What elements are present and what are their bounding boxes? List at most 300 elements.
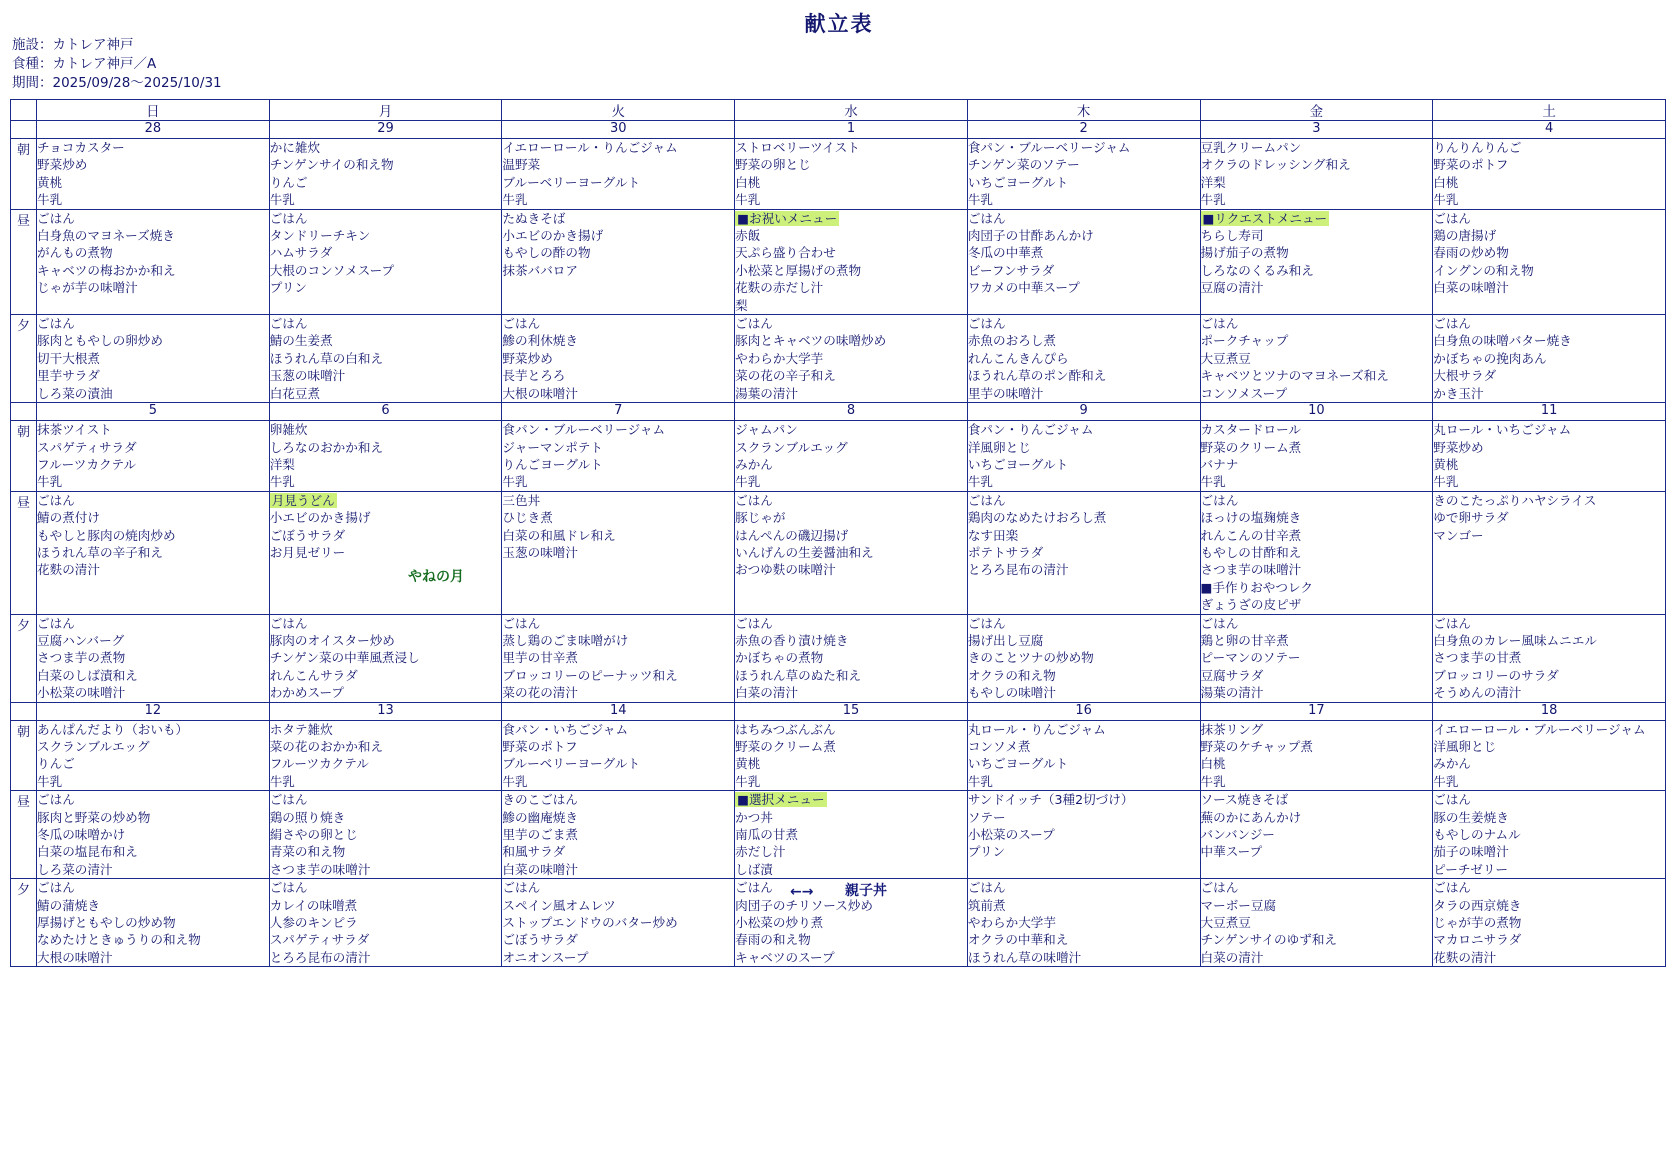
menu-item: もやしの甘酢和え (1200, 544, 1302, 560)
menu-item: タンドリーチキン (269, 228, 371, 244)
menu-item: ストロベリーツイスト (735, 140, 860, 155)
menu-item: スペイン風オムレツ (502, 897, 616, 913)
menu-cell (1200, 209, 1433, 314)
menu-cell (502, 209, 735, 314)
menu-item: 温野菜 (502, 157, 541, 173)
menu-item: 絹さやの卵とじ (269, 827, 358, 843)
menu-cell (269, 315, 502, 403)
menu-cell (502, 491, 735, 614)
menu-cell (735, 209, 968, 314)
menu-item: りんご (269, 174, 308, 190)
menu-item: 花麩の清汁 (37, 562, 100, 578)
menu-item: 牛乳 (967, 192, 993, 208)
menu-item: 玉葱の味噌汁 (502, 544, 578, 560)
handwritten-note: 親子丼 (845, 883, 887, 899)
menu-item: 中華スープ (1200, 844, 1263, 860)
menu-cell (967, 614, 1200, 702)
menu-item: 野菜炒め (502, 350, 553, 366)
menu-cell (502, 421, 735, 492)
menu-item: ごはん (37, 792, 75, 808)
menu-item: 牛乳 (1433, 192, 1459, 208)
menu-cell (1433, 879, 1666, 967)
meal-row-dinner (11, 879, 1666, 967)
menu-item: 牛乳 (37, 192, 63, 208)
menu-item: 玉葱の味噌汁 (269, 368, 346, 384)
menu-item: ホタテ雑炊 (269, 721, 333, 737)
menu-item: きのこごはん (502, 792, 578, 808)
menu-item: ブロッコリーのサラダ (1433, 667, 1559, 683)
menu-item: さつま芋の味噌汁 (1200, 562, 1302, 578)
menu-cell (735, 879, 968, 967)
menu-item: たぬきそば (502, 210, 566, 226)
menu-item: スパゲティサラダ (269, 932, 370, 948)
menu-item: 花麩の清汁 (1433, 949, 1497, 965)
menu-cell (502, 614, 735, 702)
menu-item: 黄桃 (37, 174, 63, 190)
menu-item: 天ぷら盛り合わせ (735, 245, 836, 261)
menu-item: 小松菜と厚揚げの煮物 (735, 262, 862, 278)
menu-item: ごはん (269, 792, 308, 808)
menu-item: ブロッコリーのピーナッツ和え (502, 667, 678, 683)
menu-item: なめたけときゅうりの和え物 (37, 932, 201, 948)
menu-item: 里芋の甘辛煮 (502, 650, 578, 666)
menu-item: やわらか大学芋 (967, 915, 1056, 931)
menu-cell (967, 879, 1200, 967)
meal-row-morning (11, 139, 1666, 210)
menu-item: ごはん (1200, 880, 1239, 896)
menu-item: 菜の花の辛子和え (735, 368, 836, 384)
menu-item: 菜の花の清汁 (502, 685, 578, 701)
menu-item: お月見ゼリー (269, 544, 346, 560)
menu-item: じゃが芋の煮物 (1433, 915, 1522, 931)
menu-item: プリン (967, 844, 1006, 860)
menu-item: 牛乳 (735, 773, 761, 789)
menu-item: 鶏の照り焼き (269, 809, 346, 825)
menu-item: 小松菜のスープ (967, 827, 1055, 843)
menu-cell (735, 139, 968, 210)
menu-item: 牛乳 (269, 474, 295, 490)
menu-item: チンゲン菜のソテー (967, 157, 1080, 173)
menu-item: 白菜の清汁 (735, 685, 799, 701)
menu-item: もやしの味噌汁 (967, 685, 1056, 701)
menu-item: プリン (269, 280, 307, 296)
menu-item: 蒸し鶏のごま味噌がけ (502, 632, 629, 648)
menu-cell (37, 491, 270, 614)
menu-cell (269, 720, 502, 791)
menu-item: ごはん (269, 210, 308, 226)
menu-item: れんこんきんぴら (967, 350, 1069, 366)
menu-item: 卵雑炊 (269, 422, 308, 438)
menu-item: ごはん (269, 880, 308, 896)
menu-item: いちごヨーグルト (967, 174, 1069, 190)
menu-item: ごはん (502, 615, 541, 631)
meal-label-lunch: 昼 (11, 209, 37, 314)
date-cell: 14 (502, 702, 735, 720)
menu-item: れんこんサラダ (269, 667, 358, 683)
menu-item: 丸ロール・いちごジャム (1433, 422, 1572, 438)
menu-item: ワカメの中華スープ (967, 280, 1080, 296)
menu-item: 白桃 (1200, 756, 1226, 772)
menu-item: 野菜のクリーム煮 (1200, 439, 1302, 455)
menu-item: 洋風卵とじ (1433, 739, 1497, 754)
menu-item: バンバンジー (1200, 827, 1275, 843)
menu-item: ゆで卵サラダ (1433, 510, 1509, 526)
menu-item: ピーマンのソテー (1200, 650, 1301, 666)
menu-cell (1433, 209, 1666, 314)
menu-item: ごはん (502, 316, 541, 332)
menu-item: ほうれん草の辛子和え (37, 544, 163, 560)
menu-item: ごはん (37, 880, 75, 896)
menu-item: ごはん (37, 492, 75, 508)
menu-item: 蕪のかにあんかけ (1200, 809, 1302, 825)
menu-item: 白桃 (1433, 174, 1459, 190)
menu-item: やわらか大学芋 (735, 350, 824, 366)
menu-item: ごはん (502, 880, 541, 896)
meal-row-lunch (11, 791, 1666, 879)
meal-row-dinner (11, 614, 1666, 702)
menu-item: ポークチャップ (1200, 333, 1289, 349)
menu-item: ジャーマンポテト (502, 439, 603, 455)
menu-item: 三色丼 (502, 492, 541, 508)
menu-item: ピーチゼリー (1433, 861, 1509, 877)
menu-item: 食パン・いちごジャム (502, 721, 629, 737)
menu-cell (735, 491, 968, 614)
menu-item: 牛乳 (269, 192, 295, 208)
menu-item: ごはん (967, 492, 1006, 508)
menu-cell (1433, 139, 1666, 210)
menu-cell (502, 139, 735, 210)
menu-item: 赤魚のおろし煮 (967, 333, 1056, 349)
menu-item: 大豆煮豆 (1200, 915, 1251, 931)
menu-item: 和風サラダ (502, 844, 566, 860)
menu-item: キャベツのスープ (735, 949, 835, 965)
menu-item: 洋梨 (1200, 174, 1226, 190)
menu-cell (1433, 421, 1666, 492)
menu-cell (269, 879, 502, 967)
menu-item: 切干大根煮 (37, 350, 100, 366)
menu-item: 牛乳 (37, 474, 63, 490)
menu-item: 南瓜の甘煮 (735, 827, 799, 843)
menu-item: マカロニサラダ (1433, 932, 1522, 948)
menu-item: 食パン・りんごジャム (967, 422, 1094, 438)
menu-item: りんご (37, 756, 75, 772)
menu-item: 洋風卵とじ (967, 439, 1031, 455)
menu-item: ごはん (1433, 615, 1471, 631)
menu-cell (1200, 720, 1433, 791)
menu-item: 白身魚のカレー風味ムニエル (1433, 632, 1597, 648)
menu-cell (1200, 491, 1433, 614)
menu-item: ほっけの塩麹焼き (1200, 510, 1302, 526)
dow-sun: 日 (37, 100, 270, 121)
menu-item: 牛乳 (1200, 474, 1226, 490)
menu-item: 食パン・ブルーベリージャム (967, 140, 1131, 155)
menu-item: ごはん (967, 316, 1006, 332)
menu-item: 白桃 (735, 174, 761, 190)
menu-cell (502, 791, 735, 879)
menu-item: しろなのおかか和え (269, 439, 384, 455)
menu-cell (269, 791, 502, 879)
menu-item: ほうれん草のポン酢和え (967, 368, 1107, 384)
menu-item: さつま芋の煮物 (37, 650, 126, 666)
menu-item: コンソメ煮 (967, 739, 1031, 754)
menu-item: 冬瓜の中華煮 (967, 245, 1044, 261)
menu-item: イエローロール・りんごジャム (502, 140, 678, 155)
period-line: 期間：2025/09/28～2025/10/31 (12, 75, 222, 91)
meal-label-morning: 朝 (11, 720, 37, 791)
menu-item: ちらし寿司 (1200, 228, 1264, 244)
menu-item: ■お祝いメニュー (737, 210, 838, 226)
menu-item: みかん (735, 456, 773, 472)
menu-item: 牛乳 (37, 773, 63, 789)
menu-item: 春雨の和え物 (735, 932, 811, 948)
menu-item: 牛乳 (1433, 773, 1459, 789)
menu-item: オニオンスープ (502, 949, 589, 965)
date-cell: 7 (502, 403, 735, 421)
menu-item: がんもの煮物 (37, 245, 113, 261)
menu-cell (967, 209, 1200, 314)
menu-item: 豚の生姜焼き (1433, 809, 1509, 825)
menu-item: じゃが芋の味噌汁 (37, 280, 138, 296)
menu-item: 抹茶ツイスト (37, 422, 112, 438)
menu-cell (502, 720, 735, 791)
menu-item: ごはん (37, 210, 75, 226)
menu-item: 肉団子の甘酢あんかけ (967, 228, 1094, 244)
menu-item: ■リクエストメニュー (1202, 210, 1328, 226)
menu-item: ごはん (1200, 316, 1239, 332)
meal-row-lunch (11, 491, 1666, 614)
date-cell: 4 (1433, 121, 1666, 139)
menu-cell (37, 315, 270, 403)
menu-item: ごはん (735, 316, 773, 332)
date-row (11, 702, 1666, 720)
menu-item: 月見うどん (271, 492, 335, 508)
menu-item: ほうれん草の白和え (269, 350, 384, 366)
menu-cell (967, 139, 1200, 210)
menu-item: 野菜のポトフ (502, 739, 578, 754)
menu-cell (37, 421, 270, 492)
date-row (11, 403, 1666, 421)
menu-item: 鯖の煮付け (37, 510, 100, 526)
menu-item: ごはん (967, 880, 1006, 896)
menu-item: 冬瓜の味噌かけ (37, 827, 126, 843)
menu-item: 厚揚げともやしの炒め物 (37, 915, 176, 931)
menu-item: フルーツカクテル (37, 456, 137, 472)
menu-item: 赤だし汁 (735, 844, 786, 860)
menu-item: 牛乳 (1200, 773, 1226, 789)
menu-item: 白菜の清汁 (1200, 949, 1264, 965)
date-cell: 18 (1433, 702, 1666, 720)
menu-item: 豆腐の清汁 (1200, 280, 1264, 296)
meal-label-morning: 朝 (11, 139, 37, 210)
meal-row-dinner (11, 315, 1666, 403)
meal-row-morning (11, 421, 1666, 492)
menu-cell (37, 879, 270, 967)
meal-label-dinner: 夕 (11, 614, 37, 702)
menu-item: 赤飯 (735, 228, 761, 244)
menu-cell (1433, 315, 1666, 403)
menu-item: かぼちゃの煮物 (735, 650, 824, 666)
menu-item: みかん (1433, 756, 1471, 772)
menu-item: ごはん (1433, 792, 1471, 808)
menu-item: カスタードロール (1200, 422, 1302, 438)
date-cell: 29 (269, 121, 502, 139)
date-cell: 13 (269, 702, 502, 720)
date-row-label (11, 121, 37, 139)
menu-cell (735, 421, 968, 492)
menu-item: 野菜のポトフ (1433, 157, 1509, 173)
menu-item: 野菜のクリーム煮 (735, 739, 836, 754)
menu-item: 湯葉の清汁 (735, 385, 799, 401)
menu-item: スパゲティサラダ (37, 439, 137, 455)
menu-item: 黄桃 (1433, 456, 1459, 472)
meal-label-dinner: 夕 (11, 315, 37, 403)
menu-item: ごはん (735, 492, 773, 508)
menu-item: キャベツの梅おかか和え (37, 262, 176, 278)
date-cell: 6 (269, 403, 502, 421)
menu-cell (37, 614, 270, 702)
menu-item: 花麩の赤だし汁 (735, 280, 824, 296)
date-row-label (11, 702, 37, 720)
menu-item: 牛乳 (502, 192, 528, 208)
menu-item: きのことツナの炒め物 (967, 650, 1094, 666)
menu-item: バナナ (1200, 456, 1239, 472)
menu-cell (967, 720, 1200, 791)
menu-item: 野菜炒め (1433, 439, 1484, 455)
menu-item: もやしのナムル (1433, 827, 1521, 843)
menu-item: れんこんの甘辛煮 (1200, 527, 1302, 543)
menu-item: ごはん (1433, 316, 1471, 332)
dow-thu: 木 (967, 100, 1200, 121)
menu-item: ほうれん草のぬた和え (735, 667, 862, 683)
menu-item: ごはん (735, 880, 773, 896)
date-cell: 2 (967, 121, 1200, 139)
menu-item: 豚じゃが (735, 510, 786, 526)
menu-item: りんりんりんご (1433, 140, 1522, 155)
menu-item: ビーフンサラダ (967, 262, 1055, 278)
menu-item: オクラのドレッシング和え (1200, 157, 1351, 173)
menu-item: 赤魚の香り漬け焼き (735, 632, 849, 648)
menu-item: おつゆ麩の味噌汁 (735, 562, 836, 578)
date-row (11, 121, 1666, 139)
menu-item: 豆乳クリームパン (1200, 140, 1302, 155)
menu-cell (1200, 315, 1433, 403)
menu-item: 梨 (735, 297, 748, 313)
menu-item: いちごヨーグルト (967, 756, 1069, 772)
menu-cell (37, 139, 270, 210)
menu-item: 抹茶ババロア (502, 262, 578, 278)
menu-item: 長芋とろろ (502, 368, 566, 384)
menu-item: 白身魚のマヨネーズ焼き (37, 228, 175, 244)
menu-cell (1433, 791, 1666, 879)
menu-item: 小エビのかき揚げ (502, 228, 604, 244)
meal-label-morning: 朝 (11, 421, 37, 492)
menu-item: ■選択メニュー (737, 792, 825, 808)
menu-item: 大根の味噌汁 (37, 949, 113, 965)
menu-item: 里芋サラダ (37, 368, 100, 384)
menu-item: いんげんの生姜醤油和え (735, 544, 874, 560)
menu-item: しろ菜の漬油 (37, 385, 113, 401)
menu-item: 小松菜の味噌汁 (37, 685, 126, 701)
menu-item: カレイの味噌煮 (269, 897, 358, 913)
mealtype-line: 食種：カトレア神戸／A (12, 56, 157, 72)
menu-table (10, 99, 1666, 967)
menu-cell (1200, 421, 1433, 492)
menu-item: かつ丼 (735, 809, 773, 825)
menu-item: 里芋の味噌汁 (967, 385, 1044, 401)
menu-item: チンゲン菜の中華風煮浸し (269, 650, 420, 666)
menu-item: とろろ昆布の清汁 (269, 949, 371, 965)
meal-label-dinner: 夕 (11, 879, 37, 967)
menu-item: オクラの中華和え (967, 932, 1069, 948)
menu-item: コンソメスープ (1200, 385, 1288, 401)
menu-item: オクラの和え物 (967, 667, 1056, 683)
menu-item: 大豆煮豆 (1200, 350, 1251, 366)
menu-item: マーボー豆腐 (1200, 897, 1277, 913)
menu-cell (1433, 491, 1666, 614)
menu-cell (1200, 791, 1433, 879)
menu-cell (269, 209, 502, 314)
menu-item: ごはん (269, 615, 308, 631)
date-cell: 8 (735, 403, 968, 421)
menu-item: さつま芋の味噌汁 (269, 861, 371, 877)
menu-item: ごはん (269, 316, 308, 332)
menu-item: いちごヨーグルト (967, 456, 1069, 472)
menu-item: ごぼうサラダ (269, 527, 346, 543)
menu-item: しば漬 (735, 861, 773, 877)
menu-item: かぼちゃの挽肉あん (1433, 350, 1547, 366)
menu-cell (1200, 139, 1433, 210)
corner-cell (11, 100, 37, 121)
menu-item: 白身魚の味噌バター焼き (1433, 333, 1572, 349)
menu-item: 揚げ出し豆腐 (967, 632, 1044, 648)
menu-item: 白菜の味噌汁 (502, 861, 578, 877)
menu-item: とろろ昆布の清汁 (967, 562, 1069, 578)
menu-item: スクランブルエッグ (735, 439, 848, 455)
menu-item: マンゴー (1433, 527, 1484, 543)
menu-cell (967, 315, 1200, 403)
menu-item: チョコカスター (37, 140, 125, 155)
handwritten-note: ←→ (790, 884, 814, 900)
menu-item: ごはん (1433, 210, 1471, 226)
dow-sat: 土 (1433, 100, 1666, 121)
menu-item: キャベツとツナのマヨネーズ和え (1200, 368, 1389, 384)
dow-tue: 火 (502, 100, 735, 121)
menu-item: 野菜のケチャップ煮 (1200, 739, 1313, 754)
menu-item: ごはん (1200, 615, 1239, 631)
menu-cell (1200, 879, 1433, 967)
menu-item: ジャムパン (735, 422, 798, 438)
menu-item: 野菜の卵とじ (735, 157, 811, 173)
menu-item: 湯葉の清汁 (1200, 685, 1264, 701)
menu-item: ポテトサラダ (967, 544, 1044, 560)
menu-item: 豆腐ハンバーグ (37, 632, 125, 648)
menu-item: ソース焼きそば (1200, 792, 1289, 808)
menu-item: ごはん (1200, 492, 1239, 508)
menu-item: ごはん (37, 316, 75, 332)
menu-item: 洋梨 (269, 456, 295, 472)
menu-item: ひじき煮 (502, 510, 553, 526)
menu-item: 鶏の唐揚げ (1433, 228, 1497, 244)
date-cell: 1 (735, 121, 968, 139)
menu-item: 鶏肉のなめたけおろし煮 (967, 510, 1107, 526)
date-cell: 11 (1433, 403, 1666, 421)
menu-item: 丸ロール・りんごジャム (967, 721, 1106, 737)
date-cell: 9 (967, 403, 1200, 421)
menu-item: かき玉汁 (1433, 385, 1484, 401)
menu-cell (967, 491, 1200, 614)
page-title: 献立表 (804, 12, 874, 36)
menu-item: 里芋のごま煮 (502, 827, 578, 843)
